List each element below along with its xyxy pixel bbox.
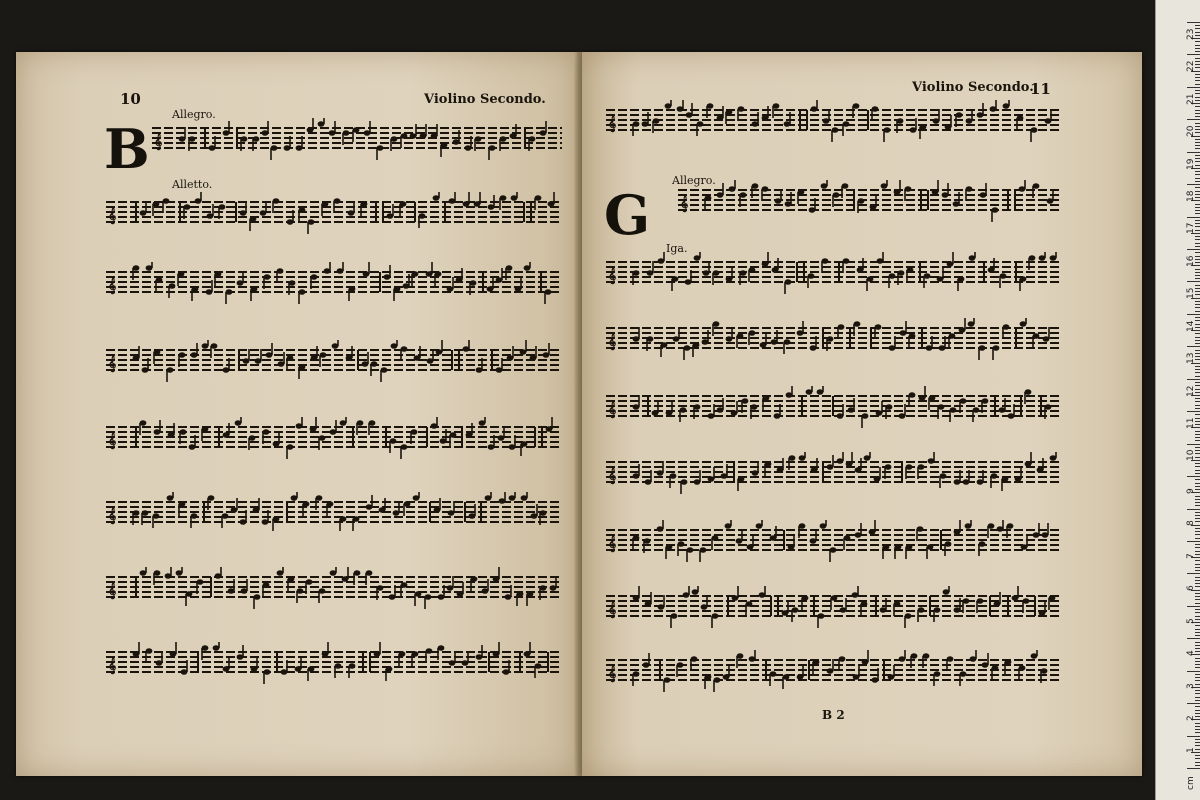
ruler-tick bbox=[1195, 538, 1200, 539]
left-page bbox=[16, 52, 578, 776]
ruler-tick bbox=[1187, 379, 1200, 380]
ruler-tick bbox=[1195, 739, 1200, 740]
ruler-tick bbox=[1195, 155, 1200, 156]
ruler-label: 1 bbox=[1186, 747, 1196, 754]
music-staff bbox=[606, 452, 1062, 496]
music-staff bbox=[606, 318, 1062, 362]
ruler-tick bbox=[1195, 213, 1200, 214]
ruler-tick bbox=[1195, 635, 1200, 636]
ruler-tick bbox=[1195, 246, 1200, 247]
ruler-tick bbox=[1195, 80, 1200, 81]
ruler-tick bbox=[1195, 667, 1200, 668]
ruler-tick bbox=[1195, 204, 1200, 205]
ruler-tick bbox=[1187, 249, 1200, 250]
ruler-tick bbox=[1195, 440, 1200, 441]
ruler-tick bbox=[1195, 178, 1200, 179]
ruler-tick bbox=[1195, 531, 1200, 532]
ruler-label: 7 bbox=[1186, 553, 1196, 559]
ruler-tick bbox=[1195, 534, 1200, 535]
ruler-label: 10 bbox=[1186, 450, 1196, 462]
svg-text:𝄞: 𝄞 bbox=[608, 536, 617, 552]
ruler-tick bbox=[1195, 269, 1200, 270]
ruler-tick bbox=[1187, 22, 1200, 23]
ruler-tick bbox=[1195, 690, 1200, 691]
music-staff bbox=[606, 100, 1062, 144]
ruler-label: 23 bbox=[1186, 28, 1196, 40]
svg-text:𝄞: 𝄞 bbox=[608, 116, 617, 132]
svg-text:𝄞: 𝄞 bbox=[108, 583, 117, 599]
ruler-tick bbox=[1187, 152, 1200, 153]
svg-text:𝄞: 𝄞 bbox=[608, 334, 617, 350]
right-page-signature: B 2 bbox=[822, 708, 845, 722]
ruler-label: 9 bbox=[1186, 488, 1196, 494]
ruler-tick bbox=[1195, 729, 1200, 730]
ruler-label: 2 bbox=[1186, 715, 1196, 721]
right-page-number: 11 bbox=[1030, 80, 1051, 98]
left-page-number: 10 bbox=[120, 90, 141, 108]
ruler-tick bbox=[1195, 680, 1200, 681]
ruler-tick bbox=[1195, 350, 1200, 351]
ruler-tick bbox=[1195, 398, 1200, 399]
ruler-tick bbox=[1187, 671, 1200, 672]
music-staff bbox=[106, 340, 562, 384]
ruler-tick bbox=[1187, 444, 1200, 445]
ruler-tick bbox=[1195, 145, 1200, 146]
ruler-tick bbox=[1195, 609, 1200, 610]
ruler-tick bbox=[1187, 411, 1200, 412]
ruler-tick bbox=[1195, 470, 1200, 471]
ruler-tick bbox=[1195, 447, 1200, 448]
ruler-tick bbox=[1195, 113, 1200, 114]
ruler-tick bbox=[1187, 606, 1200, 607]
ruler-tick bbox=[1187, 736, 1200, 737]
ruler-label: 5 bbox=[1186, 617, 1196, 624]
ruler-tick bbox=[1195, 408, 1200, 409]
svg-text:𝄞: 𝄞 bbox=[608, 468, 617, 484]
ruler-tick bbox=[1195, 723, 1200, 724]
ruler-tick bbox=[1195, 77, 1200, 78]
ruler-tick bbox=[1195, 642, 1200, 643]
ruler-tick bbox=[1195, 337, 1200, 338]
ruler-tick bbox=[1187, 314, 1200, 315]
ruler-label: 3 bbox=[1186, 682, 1196, 689]
svg-text:𝄞: 𝄞 bbox=[108, 658, 117, 674]
ruler-tick bbox=[1195, 414, 1200, 415]
ruler-label: 6 bbox=[1186, 585, 1196, 592]
svg-text:𝄞: 𝄞 bbox=[108, 278, 117, 294]
ruler-tick bbox=[1195, 648, 1200, 649]
ruler-tick bbox=[1195, 505, 1200, 506]
ruler-label: 13 bbox=[1186, 352, 1196, 365]
ruler-tick bbox=[1195, 765, 1200, 766]
music-staff bbox=[106, 492, 562, 536]
svg-text:𝄞: 𝄞 bbox=[608, 402, 617, 418]
music-staff bbox=[152, 118, 562, 162]
ruler-tick bbox=[1195, 742, 1200, 743]
left-tempo-allegro: Allegro. bbox=[172, 108, 216, 121]
ruler-tick bbox=[1195, 275, 1200, 276]
ruler-tick bbox=[1187, 638, 1200, 639]
right-page-header: Violino Secondo. bbox=[912, 80, 1034, 95]
ruler-tick bbox=[1195, 106, 1200, 107]
ruler-tick bbox=[1195, 116, 1200, 117]
svg-text:𝄞: 𝄞 bbox=[108, 433, 117, 449]
ruler-tick bbox=[1195, 437, 1200, 438]
ruler-tick bbox=[1195, 304, 1200, 305]
ruler-tick bbox=[1195, 612, 1200, 613]
ruler-tick bbox=[1195, 181, 1200, 182]
ruler-tick bbox=[1195, 90, 1200, 91]
ruler-tick bbox=[1195, 486, 1200, 487]
ruler-tick bbox=[1195, 210, 1200, 211]
ruler-tick bbox=[1195, 577, 1200, 578]
ruler-label: 21 bbox=[1186, 93, 1196, 105]
ruler-tick bbox=[1195, 502, 1200, 503]
ruler-tick bbox=[1195, 187, 1200, 188]
ruler-tick bbox=[1195, 632, 1200, 633]
ruler-tick bbox=[1195, 473, 1200, 474]
ruler-tick bbox=[1195, 278, 1200, 279]
svg-text:𝄞: 𝄞 bbox=[154, 134, 163, 150]
ruler-tick bbox=[1195, 762, 1200, 763]
ruler-tick bbox=[1187, 509, 1200, 510]
ruler-tick bbox=[1195, 376, 1200, 377]
music-staff bbox=[106, 642, 562, 686]
ruler-tick bbox=[1195, 25, 1200, 26]
music-staff bbox=[106, 262, 562, 306]
ruler-label: 20 bbox=[1186, 125, 1196, 138]
svg-text:𝄞: 𝄞 bbox=[608, 666, 617, 682]
ruler-tick bbox=[1195, 661, 1200, 662]
ruler-tick bbox=[1195, 58, 1200, 59]
ruler-tick bbox=[1195, 758, 1200, 759]
ruler-tick bbox=[1195, 171, 1200, 172]
left-page-header: Violino Secondo. bbox=[424, 92, 546, 107]
ruler-tick bbox=[1195, 499, 1200, 500]
ruler-label: 11 bbox=[1186, 417, 1196, 430]
ruler-tick bbox=[1195, 603, 1200, 604]
ruler-tick bbox=[1195, 142, 1200, 143]
ruler-tick bbox=[1195, 567, 1200, 568]
ruler-tick bbox=[1195, 301, 1200, 302]
ruler-tick bbox=[1195, 564, 1200, 565]
ruler-tick bbox=[1195, 285, 1200, 286]
ruler-tick bbox=[1195, 629, 1200, 630]
ruler-tick bbox=[1195, 658, 1200, 659]
ruler-tick bbox=[1195, 123, 1200, 124]
ruler-tick bbox=[1187, 281, 1200, 282]
svg-text:𝄞: 𝄞 bbox=[680, 196, 689, 212]
ruler-tick bbox=[1195, 726, 1200, 727]
music-staff bbox=[606, 650, 1062, 694]
ruler-tick bbox=[1195, 343, 1200, 344]
ruler-tick bbox=[1195, 369, 1200, 370]
ruler-tick bbox=[1187, 346, 1200, 347]
music-staff bbox=[106, 417, 562, 461]
ruler-tick bbox=[1195, 45, 1200, 46]
ruler-tick bbox=[1187, 541, 1200, 542]
ruler-tick bbox=[1195, 405, 1200, 406]
ruler-tick bbox=[1195, 560, 1200, 561]
ruler-tick bbox=[1195, 713, 1200, 714]
ruler-tick bbox=[1195, 512, 1200, 513]
ruler-tick bbox=[1187, 184, 1200, 185]
ruler-label: 19 bbox=[1186, 158, 1196, 170]
ruler-tick bbox=[1195, 382, 1200, 383]
right-initial-letter: G bbox=[604, 183, 651, 247]
ruler-tick bbox=[1195, 220, 1200, 221]
ruler-tick bbox=[1195, 333, 1200, 334]
ruler-tick bbox=[1195, 48, 1200, 49]
ruler-tick bbox=[1187, 703, 1200, 704]
ruler-tick bbox=[1195, 547, 1200, 548]
ruler-tick bbox=[1195, 252, 1200, 253]
ruler-tick bbox=[1187, 54, 1200, 55]
ruler-tick bbox=[1195, 710, 1200, 711]
ruler-tick bbox=[1195, 84, 1200, 85]
ruler-tick bbox=[1195, 51, 1200, 52]
ruler-label: 16 bbox=[1186, 255, 1196, 267]
ruler-tick bbox=[1195, 41, 1200, 42]
ruler-tick bbox=[1195, 340, 1200, 341]
right-tempo-allegro: Allegro. bbox=[672, 174, 716, 187]
ruler-tick bbox=[1195, 544, 1200, 545]
ruler-tick bbox=[1195, 317, 1200, 318]
music-staff bbox=[678, 180, 1062, 224]
measurement-ruler bbox=[1155, 0, 1200, 800]
ruler-tick bbox=[1195, 207, 1200, 208]
ruler-tick bbox=[1195, 148, 1200, 149]
ruler-tick bbox=[1195, 401, 1200, 402]
ruler-tick bbox=[1195, 110, 1200, 111]
music-staff bbox=[106, 192, 562, 236]
music-staff bbox=[606, 252, 1062, 296]
music-staff bbox=[606, 386, 1062, 430]
ruler-label: 17 bbox=[1186, 222, 1196, 235]
ruler-label: 14 bbox=[1186, 320, 1196, 332]
ruler-tick bbox=[1187, 476, 1200, 477]
ruler-tick bbox=[1195, 745, 1200, 746]
svg-text:𝄞: 𝄞 bbox=[108, 208, 117, 224]
ruler-tick bbox=[1195, 74, 1200, 75]
ruler-tick bbox=[1195, 580, 1200, 581]
ruler-tick bbox=[1195, 593, 1200, 594]
ruler-unit-label: cm bbox=[1186, 776, 1196, 790]
right-tempo-iga: Iga. bbox=[666, 242, 688, 255]
ruler-tick bbox=[1187, 119, 1200, 120]
ruler-tick bbox=[1195, 755, 1200, 756]
right-page bbox=[582, 52, 1142, 776]
ruler-tick bbox=[1195, 372, 1200, 373]
ruler-tick bbox=[1187, 768, 1200, 769]
ruler-tick bbox=[1195, 366, 1200, 367]
svg-text:𝄞: 𝄞 bbox=[608, 602, 617, 618]
ruler-tick bbox=[1195, 239, 1200, 240]
left-tempo-alletto: Alletto. bbox=[172, 178, 213, 191]
ruler-tick bbox=[1195, 700, 1200, 701]
ruler-tick bbox=[1195, 434, 1200, 435]
ruler-label: 22 bbox=[1186, 60, 1196, 73]
ruler-tick bbox=[1195, 674, 1200, 675]
ruler-tick bbox=[1195, 463, 1200, 464]
left-initial-letter: B bbox=[104, 117, 150, 181]
ruler-tick bbox=[1187, 573, 1200, 574]
music-staff bbox=[606, 586, 1062, 630]
music-staff bbox=[106, 567, 562, 611]
svg-text:𝄞: 𝄞 bbox=[608, 268, 617, 284]
ruler-tick bbox=[1195, 697, 1200, 698]
ruler-tick bbox=[1195, 515, 1200, 516]
ruler-tick bbox=[1195, 616, 1200, 617]
ruler-label: 4 bbox=[1186, 650, 1196, 657]
ruler-tick bbox=[1195, 551, 1200, 552]
ruler-tick bbox=[1195, 693, 1200, 694]
ruler-tick bbox=[1195, 479, 1200, 480]
ruler-tick bbox=[1195, 243, 1200, 244]
ruler-tick bbox=[1195, 706, 1200, 707]
ruler-tick bbox=[1195, 583, 1200, 584]
ruler-tick bbox=[1187, 217, 1200, 218]
ruler-tick bbox=[1195, 664, 1200, 665]
ruler-tick bbox=[1195, 677, 1200, 678]
ruler-tick bbox=[1195, 272, 1200, 273]
ruler-tick bbox=[1195, 599, 1200, 600]
ruler-tick bbox=[1195, 732, 1200, 733]
ruler-label: 12 bbox=[1186, 385, 1196, 397]
music-staff bbox=[606, 520, 1062, 564]
ruler-label: 15 bbox=[1186, 287, 1196, 300]
svg-text:𝄞: 𝄞 bbox=[108, 508, 117, 524]
ruler-tick bbox=[1195, 496, 1200, 497]
ruler-label: 18 bbox=[1186, 190, 1196, 202]
ruler-tick bbox=[1195, 431, 1200, 432]
ruler-tick bbox=[1195, 236, 1200, 237]
ruler-tick bbox=[1195, 625, 1200, 626]
ruler-tick bbox=[1195, 483, 1200, 484]
ruler-tick bbox=[1195, 596, 1200, 597]
ruler-tick bbox=[1195, 466, 1200, 467]
ruler-tick bbox=[1195, 174, 1200, 175]
ruler-tick bbox=[1195, 570, 1200, 571]
svg-text:𝄞: 𝄞 bbox=[108, 356, 117, 372]
ruler-tick bbox=[1195, 645, 1200, 646]
ruler-tick bbox=[1195, 139, 1200, 140]
ruler-tick bbox=[1195, 311, 1200, 312]
ruler-tick bbox=[1195, 528, 1200, 529]
ruler-tick bbox=[1195, 307, 1200, 308]
ruler-tick bbox=[1187, 87, 1200, 88]
ruler-label: 8 bbox=[1186, 520, 1196, 527]
